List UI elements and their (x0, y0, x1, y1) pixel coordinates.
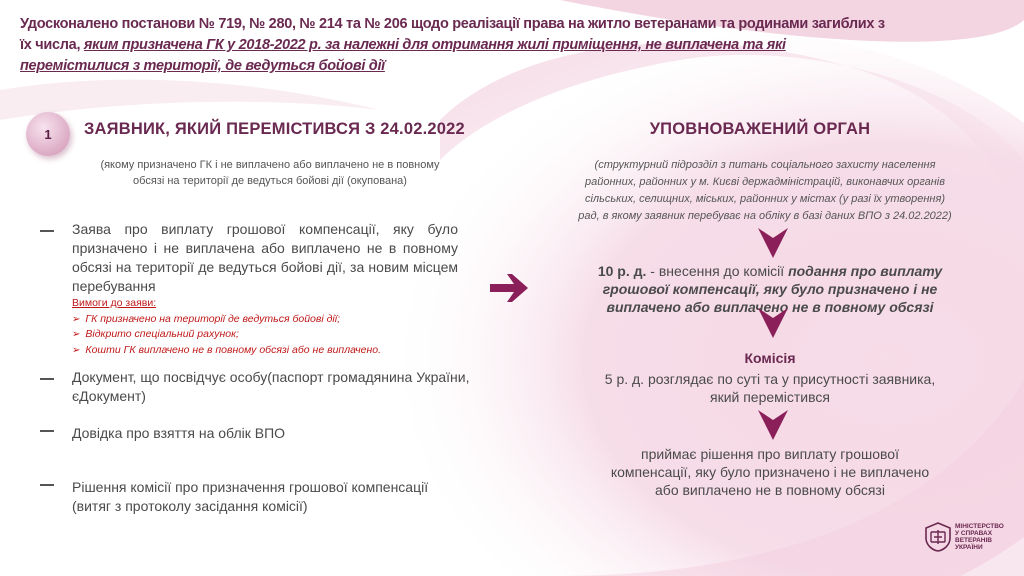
requirement-text: ГК призначено на території де ведуться бойові дії; (85, 312, 341, 325)
applicant-subtitle-line-2: обсязі на території де ведуться бойові дії (окупована) (133, 175, 407, 187)
commission-title: Комісія (744, 350, 796, 366)
commission-review (560, 370, 980, 406)
authority-title: УПОВНОВАЖЕНИЙ ОРГАН (649, 120, 871, 138)
decision-line-2: компенсації, яку було призначено і не виплачено (610, 464, 930, 480)
applicant-subtitle (70, 157, 470, 189)
application-requirements (72, 296, 472, 358)
decision-step (580, 445, 960, 499)
ministry-name-line: УКРАЇНИ (955, 544, 983, 551)
requirement-text: Кошти ГК виплачено не в повному обсязі або не виплачено. (85, 343, 382, 356)
applicant-title: ЗАЯВНИК, ЯКИЙ ПЕРЕМІСТИВСЯ З 24.02.2022 (84, 120, 465, 138)
header-line-3-emphasis: перемістилися з території, де ведуться бойові дії (20, 58, 385, 74)
header-line-2-plain: їх числа, (20, 37, 84, 53)
requirement-item (72, 327, 472, 343)
ministry-name-line: У СПРАВАХ (955, 530, 993, 537)
bullet-dash-icon (40, 484, 54, 486)
header-line-3 (20, 56, 980, 77)
step-submission-days: 10 р. д. (597, 263, 647, 279)
chevron-down-icon (758, 410, 788, 440)
decision-line-1: приймає рішення про виплату грошової (641, 446, 899, 462)
header-line-1: Удосконалено постанови № 719, № 280, № 214 та № 206 щодо реалізації права на житло ветеранами та родинами загиблих з (20, 16, 885, 32)
document-item-commission-decision: Рішення комісії про призначення грошової компенсації (витяг з протоколу засідання комісії) (72, 479, 429, 514)
authority-subtitle (545, 157, 985, 225)
applicant-subtitle-line-1: (якому призначено ГК і не виплачено або виплачено не в повному (100, 159, 440, 171)
bullet-dash-icon (40, 230, 54, 232)
step-number-badge: 1 (26, 112, 70, 156)
arrow-bullet-icon: ➢ (72, 313, 81, 325)
bullet-dash-icon (40, 378, 54, 380)
decision-line-3: або виплачено не в повному обсязі (655, 482, 885, 498)
step-submission-text: - внесення до комісії (646, 263, 789, 279)
header-line-2-emphasis: яким призначена ГК у 2018-2022 р. за належні для отримання жилі приміщення, не виплачена та які (83, 37, 786, 53)
ministry-name (955, 523, 1015, 551)
ministry-logo (925, 522, 1015, 552)
ministry-name-line: ВЕТЕРАНІВ (955, 537, 992, 544)
authority-subtitle-line: сільських, селищних, міських, районних у містах (у разі їх утворення) (584, 193, 946, 205)
flow-arrow-right-icon (490, 272, 528, 304)
header-line-2 (20, 35, 980, 56)
document-item-application: Заява про виплату грошової компенсації, яку було призначено і не виплачена або виплачено не в повному обсязі на території де ведуться бойові дії, за новим місцем перебування (72, 221, 458, 294)
ministry-name-line: МІНІСТЕРСТВО (955, 523, 1004, 530)
page-title (20, 14, 980, 77)
requirement-item (72, 312, 472, 328)
authority-subtitle-line: районних, районних у м. Києві держадміністрацій, виконавчих органів (585, 176, 945, 188)
requirements-title: Вимоги до заяви: (72, 297, 157, 309)
chevron-down-icon (758, 228, 788, 258)
requirement-item (72, 343, 472, 359)
ministry-emblem-icon (925, 522, 951, 552)
commission-review-line-2: який перемістився (709, 389, 830, 405)
document-item-id: Документ, що посвідчує особу(паспорт громадянина України, єДокумент) (72, 369, 470, 404)
step-submission-emphasis: подання про виплату грошової компенсації, яку було призначено і не виплачено або виплачено не в повному обсязі (602, 263, 943, 315)
bullet-dash-icon (40, 430, 54, 432)
arrow-bullet-icon: ➢ (72, 344, 81, 356)
authority-subtitle-line: (структурний підрозділ з питань соціального захисту населення (594, 159, 936, 171)
commission-review-line-1: 5 р. д. розглядає по суті та у присутності заявника, (604, 371, 936, 387)
authority-subtitle-line: рад, в якому заявник перебуває на обліку в базі даних ВПО з 24.02.2022) (578, 210, 952, 222)
arrow-bullet-icon: ➢ (72, 329, 81, 340)
requirement-text: Відкрито спеціальний рахунок; (85, 328, 239, 340)
chevron-down-icon (758, 308, 788, 338)
document-item-idp-certificate: Довідка про взяття на облік ВПО (72, 425, 286, 441)
